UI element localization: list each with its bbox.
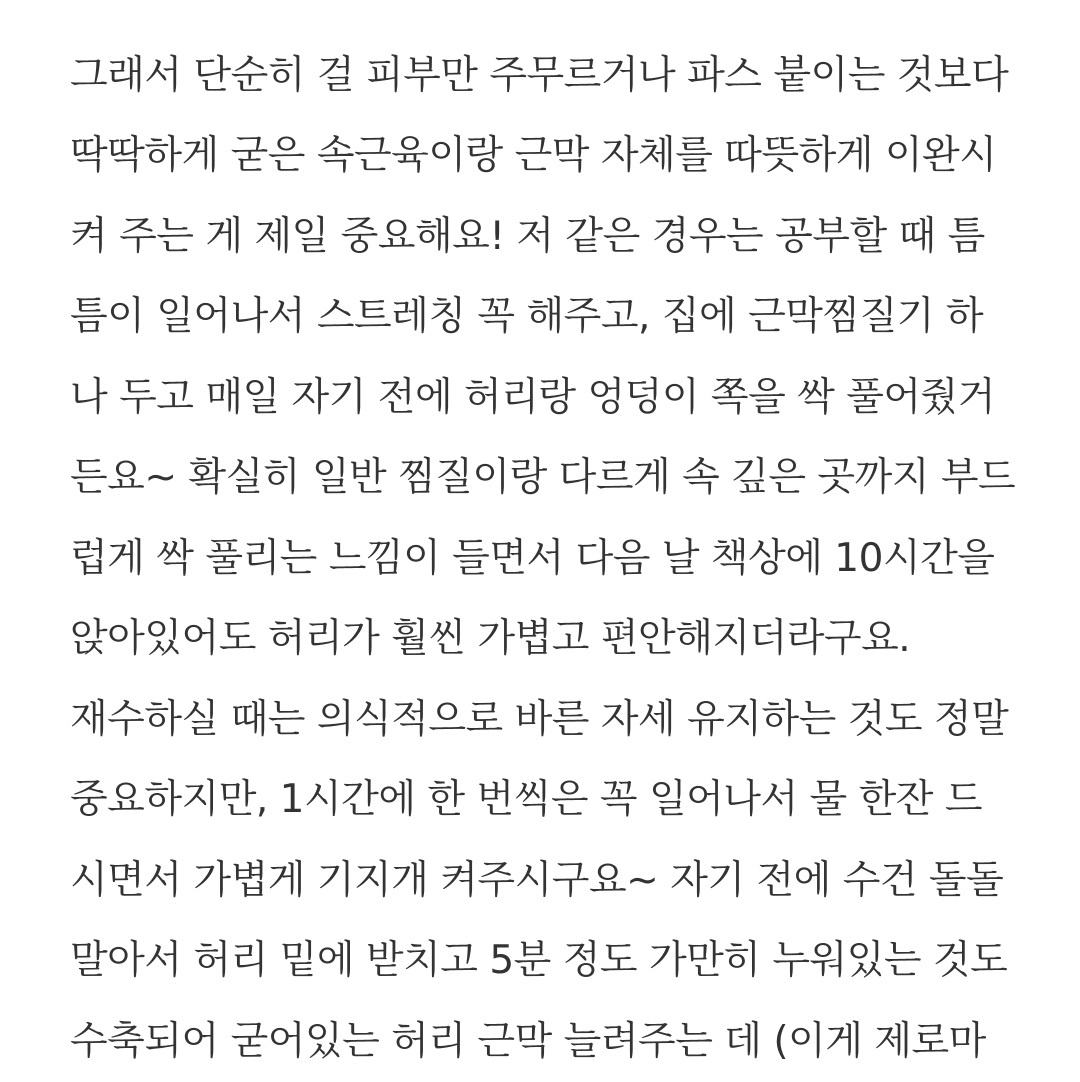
paragraph-line: 틈이 일어나서 스트레칭 꼭 해주고, 집에 근막찜질기 하 [70,277,1030,358]
paragraph-line: 켜 주는 게 제일 중요해요! 저 같은 경우는 공부할 때 틈 [70,197,1030,278]
paragraph-line: 딱딱하게 굳은 속근육이랑 근막 자체를 따뜻하게 이완시 [70,116,1030,197]
paragraph-line: 말아서 허리 밑에 받치고 5분 정도 가만히 누워있는 것도 [70,921,1030,1002]
paragraph-line: 앉아있어도 허리가 훨씬 가볍고 편안해지더라구요. [70,599,1030,680]
paragraph-line: 시면서 가볍게 기지개 켜주시구요~ 자기 전에 수건 돌돌 [70,841,1030,922]
paragraph-line [70,0,1030,36]
paragraph-line: 그래서 단순히 걸 피부만 주무르거나 파스 붙이는 것보다 [70,36,1030,117]
paragraph-line: 나 두고 매일 자기 전에 허리랑 엉덩이 쪽을 싹 풀어줬거 [70,358,1030,439]
paragraph-line: 중요하지만, 1시간에 한 번씩은 꼭 일어나서 물 한잔 드 [70,760,1030,841]
paragraph-line: 럽게 싹 풀리는 느낌이 들면서 다음 날 책상에 10시간을 [70,519,1030,600]
article-body [70,0,1030,1082]
paragraph-line: 재수하실 때는 의식적으로 바른 자세 유지하는 것도 정말 [70,680,1030,761]
paragraph-line: 수축되어 굳어있는 허리 근막 늘려주는 데 (이게 제로마 [70,1002,1030,1082]
paragraph-line: 든요~ 확실히 일반 찜질이랑 다르게 속 깊은 곳까지 부드 [70,438,1030,519]
